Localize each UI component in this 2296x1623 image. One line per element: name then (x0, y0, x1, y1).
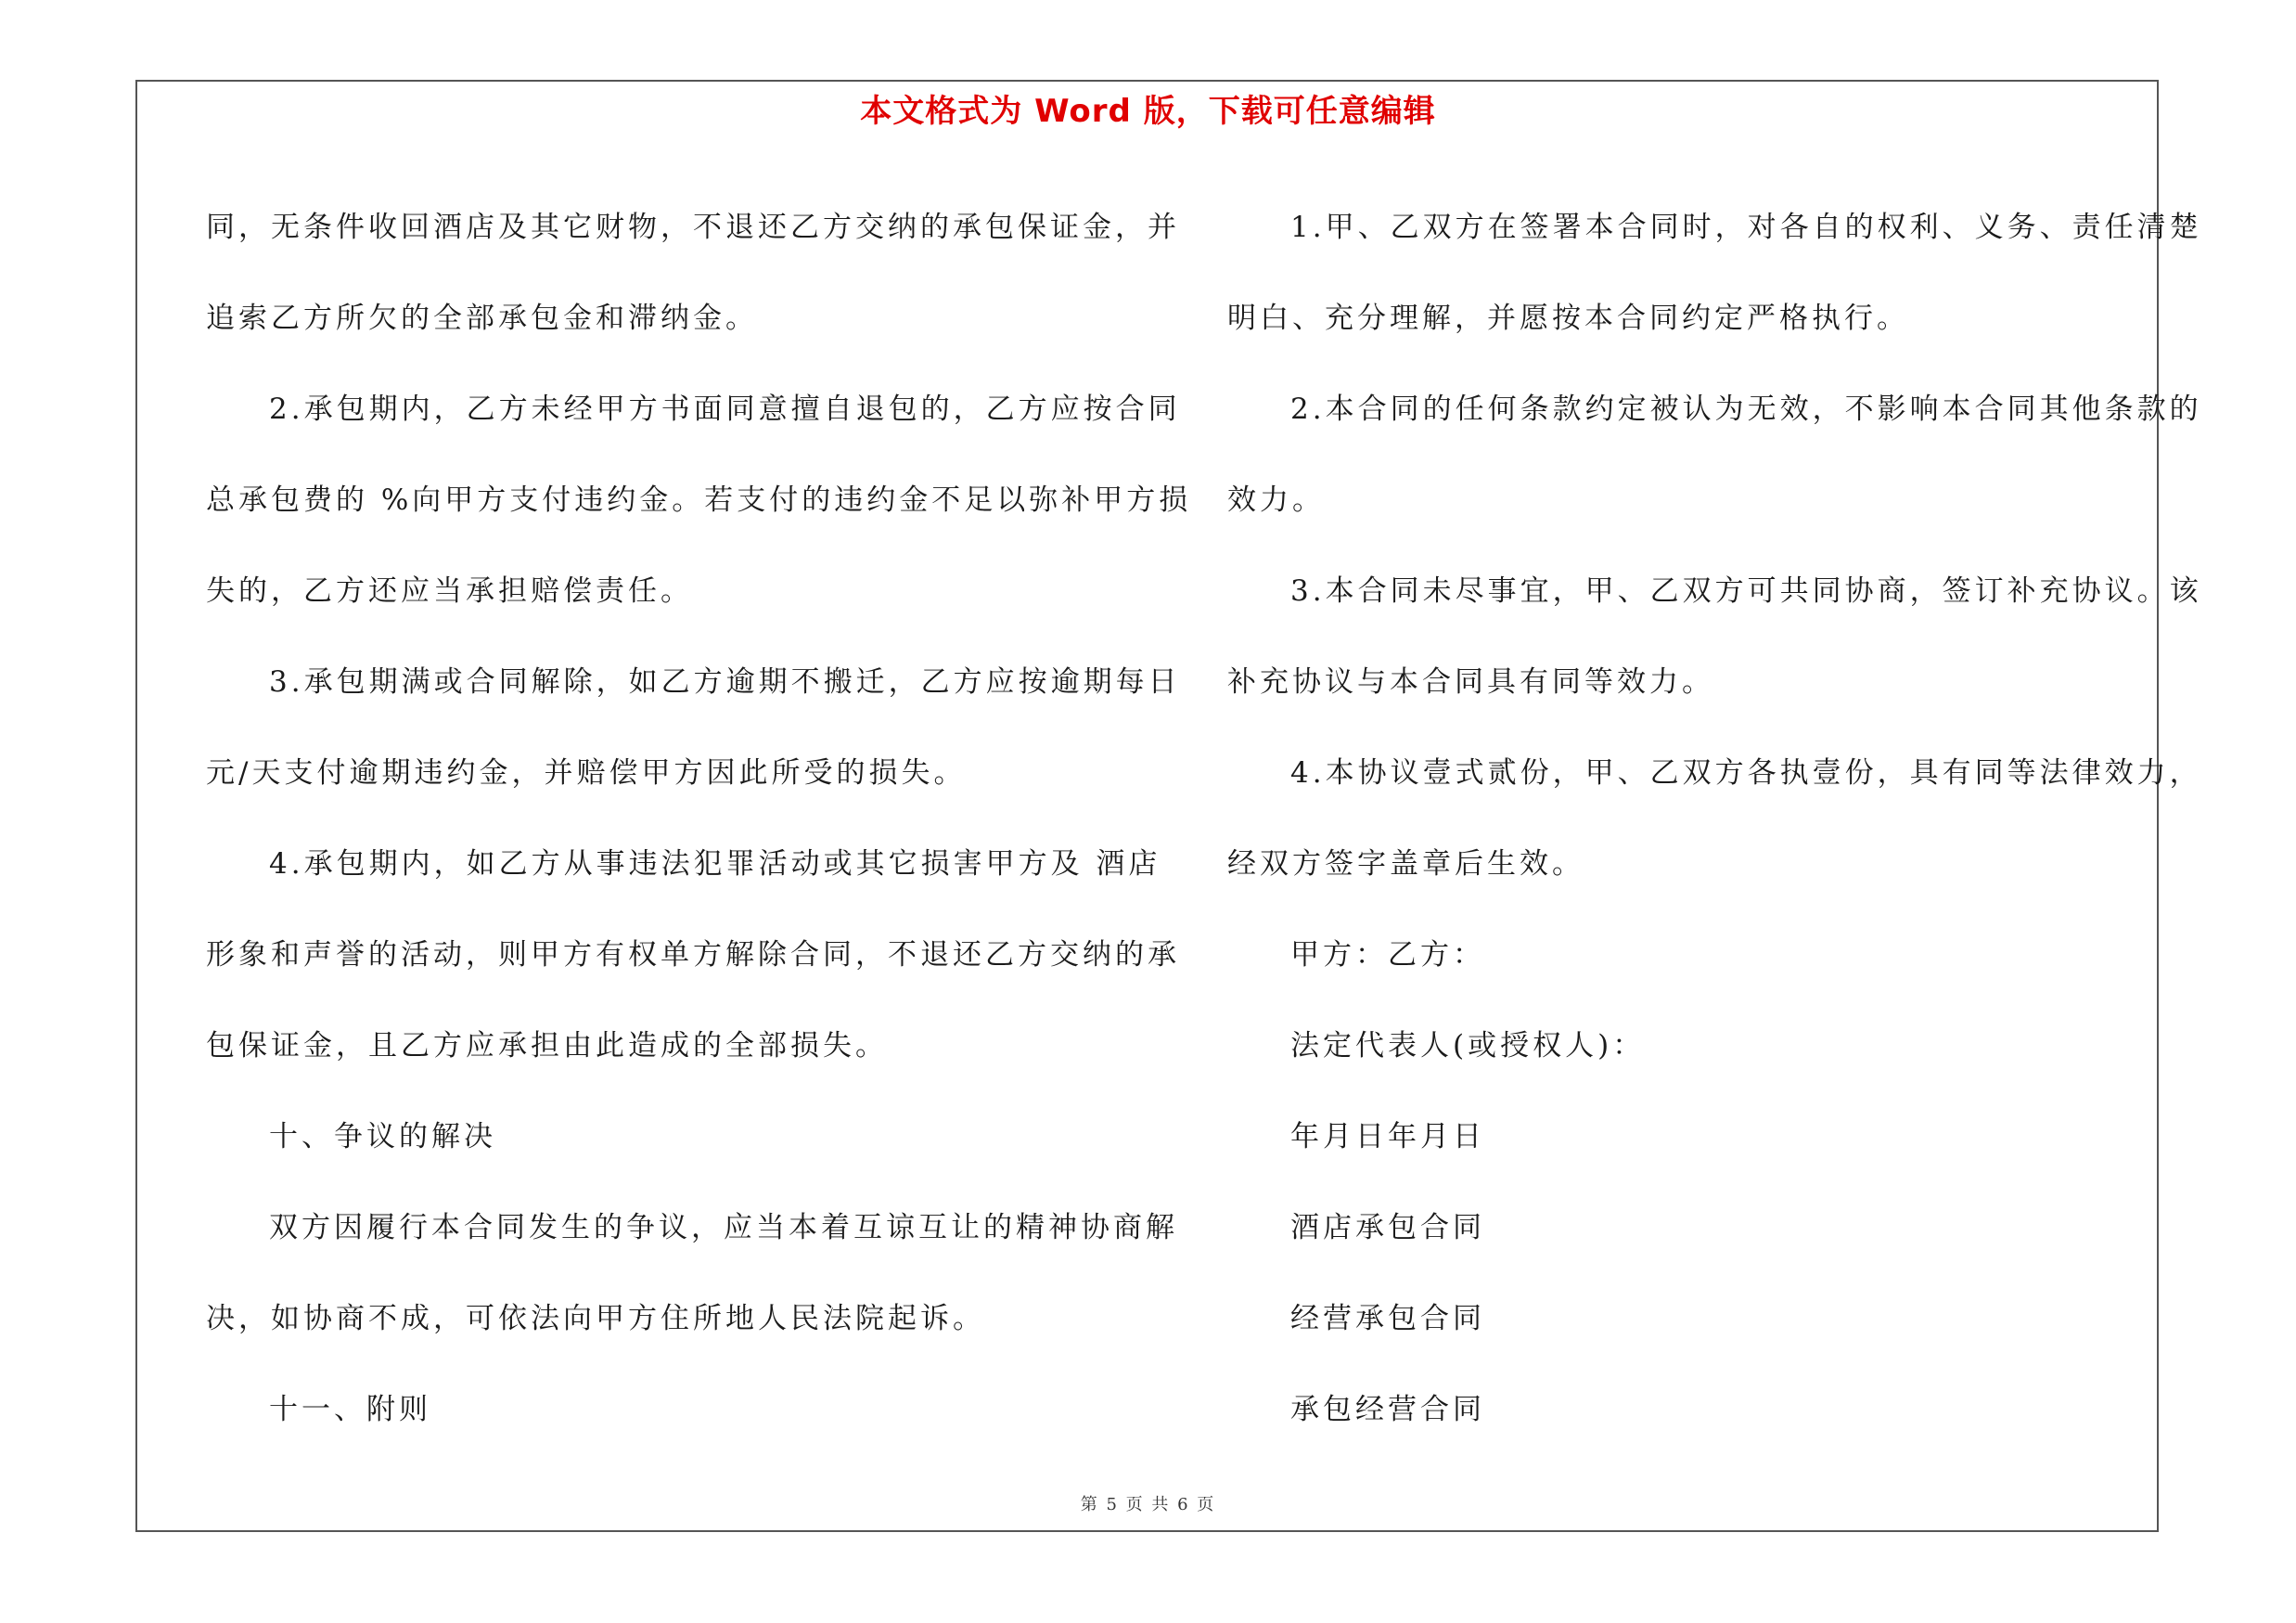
paragraph-line: 同，无条件收回酒店及其它财物，不退还乙方交纳的承包保证金，并 (206, 211, 1180, 244)
section-heading: 十一、附则 (269, 1393, 431, 1426)
related-title: 酒店承包合同 (1290, 1211, 1485, 1244)
date-line: 年月日年月日 (1290, 1120, 1485, 1153)
paragraph-line: 包保证金，且乙方应承担由此造成的全部损失。 (206, 1029, 888, 1063)
related-title: 承包经营合同 (1290, 1393, 1485, 1426)
paragraph-line: 双方因履行本合同发生的争议，应当本着互谅互让的精神协商解 (269, 1211, 1178, 1244)
page-number: 第 5 页 共 6 页 (1080, 1495, 1216, 1514)
section-heading: 十、争议的解决 (269, 1120, 496, 1153)
paragraph-line: 4.本协议壹式贰份，甲、乙双方各执壹份，具有同等法律效力， (1290, 756, 2202, 790)
paragraph-line: 形象和声誉的活动，则甲方有权单方解除合同，不退还乙方交纳的承 (206, 938, 1180, 972)
paragraph-line: 元/天支付逾期违约金，并赔偿甲方因此所受的损失。 (206, 756, 967, 790)
paragraph-line: 3.承包期满或合同解除，如乙方逾期不搬迁，乙方应按逾期每日 (269, 665, 1181, 699)
paragraph-line: 决，如协商不成，可依法向甲方住所地人民法院起诉。 (206, 1302, 985, 1335)
paragraph-line: 总承包费的 %向甲方支付违约金。若支付的违约金不足以弥补甲方损 (206, 483, 1192, 517)
paragraph-line: 失的，乙方还应当承担赔偿责任。 (206, 574, 693, 608)
paragraph-line: 补充协议与本合同具有同等效力。 (1227, 665, 1714, 699)
related-title: 经营承包合同 (1290, 1302, 1485, 1335)
paragraph-line: 2.承包期内，乙方未经甲方书面同意擅自退包的，乙方应按合同 (269, 393, 1181, 426)
paragraph-line: 效力。 (1227, 483, 1325, 517)
paragraph-line: 追索乙方所欠的全部承包金和滞纳金。 (206, 302, 758, 335)
paragraph-line: 明白、充分理解，并愿按本合同约定严格执行。 (1227, 302, 1909, 335)
right-text-column (1227, 182, 2202, 1455)
word-format-banner: 本文格式为 Word 版，下载可任意编辑 (860, 93, 1436, 130)
legal-representative-line: 法定代表人(或授权人)： (1290, 1029, 1646, 1063)
paragraph-line: 3.本合同未尽事宜，甲、乙双方可共同协商，签订补充协议。该 (1290, 574, 2202, 608)
paragraph-line: 1.甲、乙双方在签署本合同时，对各自的权利、义务、责任清楚 (1290, 211, 2202, 244)
paragraph-line: 经双方签字盖章后生效。 (1227, 847, 1584, 881)
signature-party-line: 甲方：乙方： (1290, 938, 1485, 972)
paragraph-line: 4.承包期内，如乙方从事违法犯罪活动或其它损害甲方及 酒店 (269, 847, 1161, 881)
left-text-column (206, 182, 1192, 1455)
paragraph-line: 2.本合同的任何条款约定被认为无效，不影响本合同其他条款的 (1290, 393, 2202, 426)
